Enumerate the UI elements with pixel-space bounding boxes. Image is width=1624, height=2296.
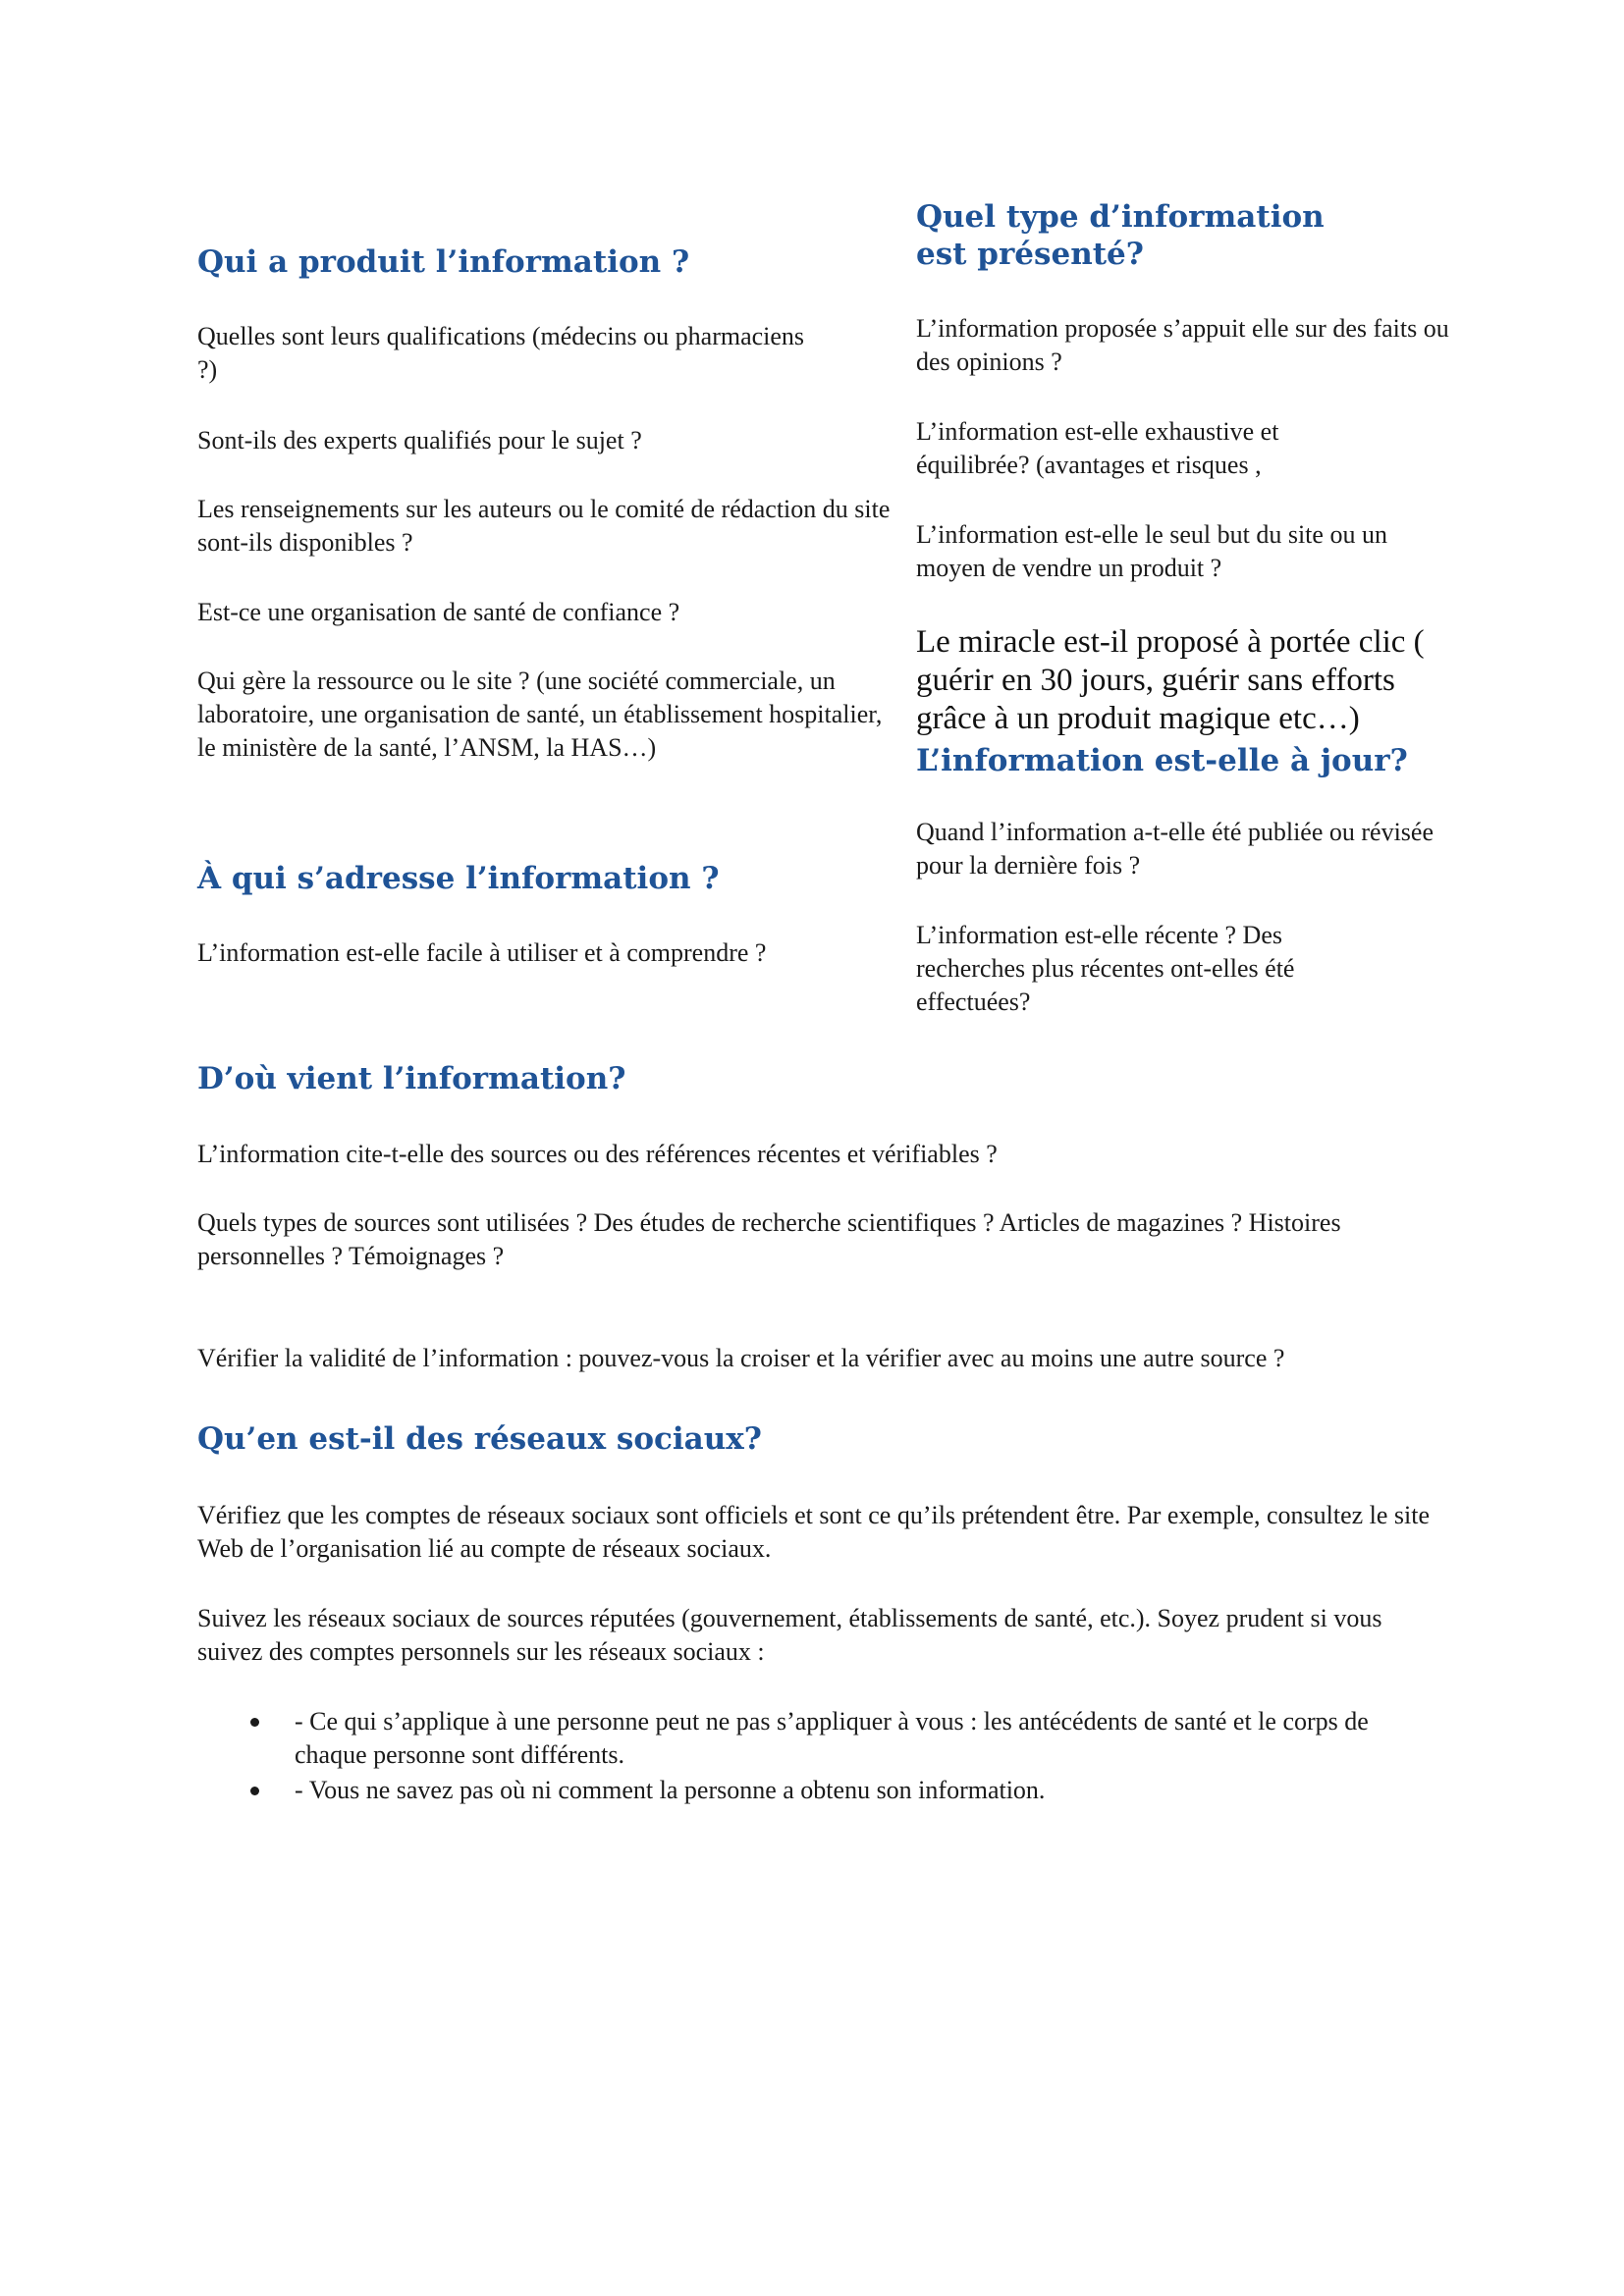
- paragraph-exhaustive: L’information est-elle exhaustive et équilibrée? (avantages et risques ,: [916, 417, 1279, 479]
- paragraph-experts: Sont-ils des experts qualifiés pour le sujet ?: [197, 426, 642, 454]
- paragraph-gestion-ressource: Qui gère la ressource ou le site ? (une société commerciale, un laboratoire, une organisation de santé, un établissement hospitalier, le ministère de la santé, l’ANSM, la HAS…): [197, 667, 883, 762]
- paragraph-sources-reputees: Suivez les réseaux sociaux de sources réputées (gouvernement, établissements de santé, etc.). Soyez prudent si vous suivez des comptes personnels sur les réseaux sociaux :: [197, 1604, 1382, 1666]
- paragraph-auteurs: Les renseignements sur les auteurs ou le comité de rédaction du site sont-ils disponibles ?: [197, 495, 891, 557]
- paragraph-date-publication: Quand l’information a-t-elle été publiée ou révisée pour la dernière fois ?: [916, 818, 1435, 880]
- heading-qui-a-produit: Qui a produit l’information ?: [197, 244, 690, 280]
- paragraph-faits-opinions: L’information proposée s’appuit elle sur des faits ou des opinions ?: [916, 314, 1449, 376]
- list-item-source-personne: - Vous ne savez pas où ni comment la personne a obtenu son information.: [295, 1776, 1046, 1804]
- heading-type-information: Quel type d’information est présenté?: [916, 199, 1325, 272]
- heading-d-ou-vient: D’où vient l’information?: [197, 1061, 626, 1096]
- bullet-marker: [250, 1787, 259, 1795]
- paragraph-recherches-recentes: L’information est-elle récente ? Des recherches plus récentes ont-elles été effectuées?: [916, 921, 1295, 1016]
- paragraph-comptes-officiels: Vérifiez que les comptes de réseaux sociaux sont officiels et sont ce qu’ils prétendent être. Par exemple, consultez le site Web de l’organisation lié au compte de réseaux sociaux.: [197, 1501, 1431, 1563]
- paragraph-but-du-site: L’information est-elle le seul but du site ou un moyen de vendre un produit ?: [916, 520, 1387, 582]
- paragraph-sources-references: L’information cite-t-elle des sources ou des références récentes et vérifiables ?: [197, 1140, 998, 1168]
- heading-reseaux-sociaux: Qu’en est-il des réseaux sociaux?: [197, 1421, 762, 1457]
- paragraph-qualifications: Quelles sont leurs qualifications (médecins ou pharmaciens ?): [197, 322, 805, 384]
- bullet-marker: [250, 1718, 259, 1727]
- paragraph-organisation-confiance: Est-ce une organisation de santé de confiance ?: [197, 598, 680, 626]
- paragraph-types-sources: Quels types de sources sont utilisées ? Des études de recherche scientifiques ? Articles de magazines ? Histoires personnelles ? Témoignages ?: [197, 1208, 1341, 1270]
- heading-a-jour: L’information est-elle à jour?: [916, 743, 1408, 778]
- list-item-antecedents: - Ce qui s’applique à une personne peut ne pas s’appliquer à vous : les antécédents de santé et le corps de chaque personne sont différents.: [295, 1707, 1369, 1769]
- paragraph-facile-a-comprendre: L’information est-elle facile à utiliser et à comprendre ?: [197, 938, 767, 967]
- paragraph-validite: Vérifier la validité de l’information : pouvez-vous la croiser et la vérifier avec au moins une autre source ?: [197, 1344, 1285, 1372]
- heading-a-qui-s-adresse: À qui s’adresse l’information ?: [197, 861, 720, 896]
- paragraph-miracle: Le miracle est-il proposé à portée clic ( guérir en 30 jours, guérir sans efforts grâce à un produit magique etc…): [916, 624, 1425, 736]
